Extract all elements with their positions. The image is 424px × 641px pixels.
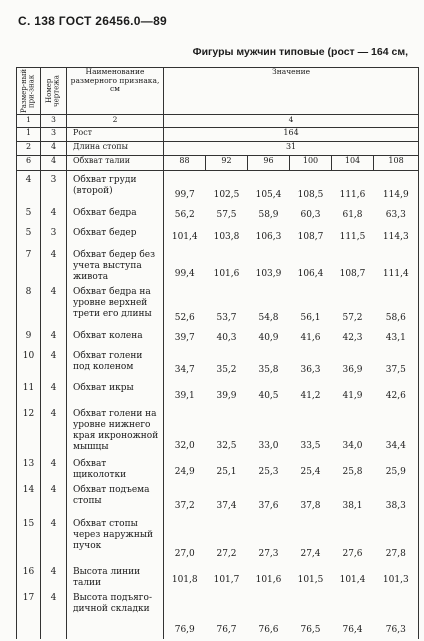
cell-value: 38,1: [342, 500, 363, 511]
cell-drawing: 4: [41, 283, 67, 327]
cell-value: 37,2: [174, 500, 195, 511]
cell-value: 33,5: [300, 440, 321, 451]
cell-value: 34,7: [174, 364, 195, 375]
cell-name: Обхват стопы через наружный пучок: [67, 515, 164, 563]
cell-value: 42,6: [374, 379, 419, 405]
column-header-name: Наименование размерного признака, см: [67, 68, 164, 115]
cell-name: Длина стопы: [67, 142, 164, 156]
cell-value: 60,3: [300, 209, 321, 220]
cell-name: Обхват бедра на уровне верхней трети его длины: [67, 283, 164, 327]
cell-value: 56,2: [174, 209, 195, 220]
cell-value: 111,5: [339, 231, 366, 242]
cell-name: Высота подъяго-дичной складки: [67, 589, 164, 639]
cell-value: 39,7: [174, 332, 195, 343]
cell-name: Рост: [67, 128, 164, 142]
table-row: [17, 224, 419, 246]
cell-value: 25,4: [300, 466, 321, 477]
cell-drawing: 4: [41, 481, 67, 515]
cell-code: 8: [17, 283, 41, 327]
cell-value: 76,9: [174, 624, 195, 635]
cell-name: Обхват щиколотки: [67, 455, 164, 481]
cell-name: Обхват бедра: [67, 204, 164, 224]
cell-value: 105,4: [255, 189, 282, 200]
cell-value: 101,8: [171, 574, 198, 585]
cell-name: Обхват голени на уровне нижнего края икроножной мышцы: [67, 405, 164, 455]
cell-value: 39,9: [216, 390, 237, 401]
cell-value: 101,7: [213, 574, 240, 585]
table-row: [17, 379, 419, 405]
cell-waist-value: 100: [290, 156, 332, 171]
cell-drawing: 3: [41, 224, 67, 246]
cell-value: 27,8: [374, 515, 419, 563]
cell-value: 41,2: [300, 390, 321, 401]
cell-value: 27,0: [174, 548, 195, 559]
cell-value: 25,8: [342, 466, 363, 477]
cell-drawing: 4: [41, 347, 67, 379]
table-row: [17, 347, 419, 379]
cell-name: Обхват голени под коленом: [67, 347, 164, 379]
cell-value: 36,3: [300, 364, 321, 375]
cell-code: 11: [17, 379, 41, 405]
header-row: [17, 68, 419, 115]
cell-waist-value: 92: [206, 156, 248, 171]
cell-value: 35,8: [258, 364, 279, 375]
cell-value: 103,8: [213, 231, 240, 242]
cell-value: 40,9: [258, 332, 279, 343]
cell-value: 41,6: [300, 332, 321, 343]
cell-value: 106,4: [297, 268, 324, 279]
cell-value: 37,6: [258, 500, 279, 511]
cell-value: 27,2: [216, 548, 237, 559]
cell-value: 164: [164, 128, 419, 142]
cell-value: 40,3: [216, 332, 237, 343]
cell-value: 42,3: [342, 332, 363, 343]
cell-code: 2: [17, 142, 41, 156]
cell-value: 108,7: [339, 268, 366, 279]
cell-waist-value: 108: [374, 156, 419, 171]
cell-value: 57,2: [342, 312, 363, 323]
cell-value: 102,5: [213, 189, 240, 200]
cell-drawing: 4: [41, 204, 67, 224]
cell-value: 27,6: [342, 548, 363, 559]
measurements-table: [16, 67, 419, 639]
table-row-waist: [17, 156, 419, 171]
cell-drawing: 3: [41, 128, 67, 142]
cell-value: 101,5: [297, 574, 324, 585]
cell-code: 17: [17, 589, 41, 639]
cell-value: 57,5: [216, 209, 237, 220]
cell-code: 5: [17, 204, 41, 224]
table-row: [17, 455, 419, 481]
cell-value: 76,5: [300, 624, 321, 635]
table-row: [17, 283, 419, 327]
cell-drawing: 4: [41, 405, 67, 455]
page-header: С. 138 ГОСТ 26456.0—89: [18, 14, 168, 28]
cell-value: 101,6: [255, 574, 282, 585]
cell-value: 40,5: [258, 390, 279, 401]
cell-code: 14: [17, 481, 41, 515]
cell-name: Обхват колена: [67, 327, 164, 347]
cell-code: 1: [17, 128, 41, 142]
index-cell: 4: [164, 115, 419, 128]
cell-code: 4: [17, 171, 41, 204]
cell-value: 76,4: [342, 624, 363, 635]
cell-code: 5: [17, 224, 41, 246]
cell-value: 27,3: [258, 548, 279, 559]
index-cell: 3: [41, 115, 67, 128]
index-cell: 2: [67, 115, 164, 128]
cell-value: 76,6: [258, 624, 279, 635]
cell-value: 38,3: [374, 481, 419, 515]
cell-drawing: 4: [41, 156, 67, 171]
table-row: [17, 481, 419, 515]
cell-value: 114,3: [374, 224, 419, 246]
cell-name: Обхват бедер: [67, 224, 164, 246]
cell-value: 114,9: [374, 171, 419, 204]
cell-value: 31: [164, 142, 419, 156]
cell-value: 32,5: [216, 440, 237, 451]
cell-drawing: 4: [41, 455, 67, 481]
cell-drawing: 4: [41, 246, 67, 283]
cell-value: 27,4: [300, 548, 321, 559]
cell-code: 12: [17, 405, 41, 455]
index-cell: 1: [17, 115, 41, 128]
table-row: [17, 327, 419, 347]
cell-value: 36,9: [342, 364, 363, 375]
index-row: [17, 115, 419, 128]
cell-name: Обхват бедер без учета выступа живота: [67, 246, 164, 283]
cell-name: Обхват икры: [67, 379, 164, 405]
cell-value: 39,1: [174, 390, 195, 401]
cell-drawing: 4: [41, 379, 67, 405]
cell-value: 34,0: [342, 440, 363, 451]
cell-code: 10: [17, 347, 41, 379]
cell-value: 43,1: [374, 327, 419, 347]
cell-value: 101,4: [171, 231, 198, 242]
table-row: [17, 246, 419, 283]
cell-value: 54,8: [258, 312, 279, 323]
table-row: [17, 128, 419, 142]
cell-value: 106,3: [255, 231, 282, 242]
table-row: [17, 171, 419, 204]
cell-code: 15: [17, 515, 41, 563]
cell-name: Обхват подъема стопы: [67, 481, 164, 515]
cell-value: 63,3: [374, 204, 419, 224]
cell-value: 24,9: [174, 466, 195, 477]
cell-value: 32,0: [174, 440, 195, 451]
table-row: [17, 515, 419, 563]
cell-value: 108,7: [297, 231, 324, 242]
cell-name: Обхват талии: [67, 156, 164, 171]
cell-value: 37,4: [216, 500, 237, 511]
table-row: [17, 142, 419, 156]
cell-value: 76,7: [216, 624, 237, 635]
cell-value: 37,8: [300, 500, 321, 511]
cell-drawing: 4: [41, 515, 67, 563]
cell-value: 101,4: [339, 574, 366, 585]
table-title: Фигуры мужчин типовые (рост — 164 см,: [192, 46, 408, 58]
cell-code: 13: [17, 455, 41, 481]
cell-code: 9: [17, 327, 41, 347]
cell-value: 25,9: [374, 455, 419, 481]
cell-name: Высота линии талии: [67, 563, 164, 589]
column-header-code: Размер-ный при-знак: [17, 68, 41, 115]
cell-value: 99,4: [174, 268, 195, 279]
cell-value: 101,6: [213, 268, 240, 279]
cell-value: 61,8: [342, 209, 363, 220]
cell-waist-value: 104: [332, 156, 374, 171]
cell-value: 101,3: [374, 563, 419, 589]
cell-waist-value: 96: [248, 156, 290, 171]
table-row: [17, 405, 419, 455]
cell-value: 52,6: [174, 312, 195, 323]
cell-value: 37,5: [374, 347, 419, 379]
cell-value: 58,6: [374, 283, 419, 327]
cell-value: 103,9: [255, 268, 282, 279]
cell-drawing: 4: [41, 563, 67, 589]
cell-drawing: 4: [41, 142, 67, 156]
cell-code: 7: [17, 246, 41, 283]
table-row: [17, 204, 419, 224]
cell-value: 41,9: [342, 390, 363, 401]
cell-value: 56,1: [300, 312, 321, 323]
cell-value: 25,1: [216, 466, 237, 477]
cell-value: 25,3: [258, 466, 279, 477]
table-row: [17, 563, 419, 589]
cell-name: Обхват груди (второй): [67, 171, 164, 204]
table-row: [17, 589, 419, 639]
cell-value: 111,4: [374, 246, 419, 283]
cell-code: 16: [17, 563, 41, 589]
cell-value: 108,5: [297, 189, 324, 200]
cell-waist-value: 88: [164, 156, 206, 171]
cell-value: 111,6: [339, 189, 366, 200]
cell-value: 33,0: [258, 440, 279, 451]
cell-drawing: 4: [41, 327, 67, 347]
cell-code: 6: [17, 156, 41, 171]
cell-drawing: 3: [41, 171, 67, 204]
cell-value: 53,7: [216, 312, 237, 323]
cell-drawing: 4: [41, 589, 67, 639]
column-header-drawing: Номер чертежа: [41, 68, 67, 115]
column-header-value: Значение: [164, 68, 419, 115]
cell-value: 34,4: [374, 405, 419, 455]
cell-value: 99,7: [174, 189, 195, 200]
cell-value: 58,9: [258, 209, 279, 220]
cell-value: 76,3: [374, 589, 419, 639]
cell-value: 35,2: [216, 364, 237, 375]
